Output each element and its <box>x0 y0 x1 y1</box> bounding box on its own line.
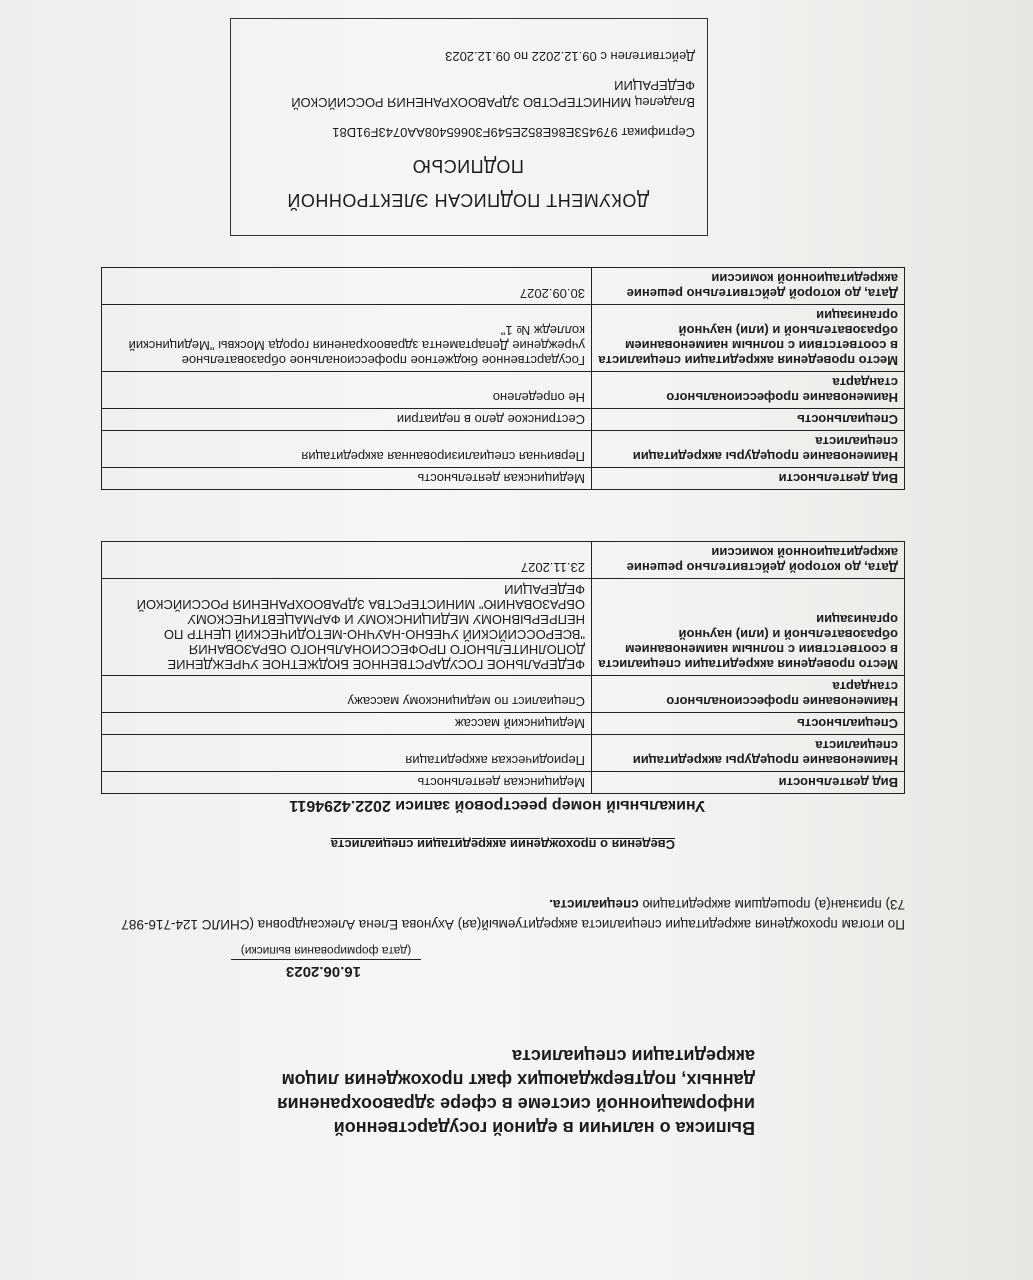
row-value: Периодическая аккредитация <box>102 735 592 772</box>
table-row <box>102 409 905 431</box>
table-row <box>102 431 905 468</box>
accreditation-table-1 <box>101 541 905 794</box>
row-value: Медицинский массаж <box>102 713 592 735</box>
stamp-certificate: Сертификат 979453Е86Е852Е549F30665408AA0743F91D81 <box>332 125 695 140</box>
row-key: Наименование процедуры аккредитации специалиста <box>592 735 905 772</box>
row-value: 30.09.2027 <box>102 268 592 305</box>
row-key: Дата, до которой действительно решение аккредитационной комиссии <box>592 542 905 579</box>
table-row <box>102 268 905 305</box>
result-paragraph <box>105 894 905 934</box>
row-value: Первичная специализированная аккредитация <box>102 431 592 468</box>
row-value: Медицинская деятельность <box>102 772 592 794</box>
result-text: По итогам прохождения аккредитации специалиста аккредитуемый(ая) Ахунова Елена Александровна (СНИЛС 124-716-987 73) признан(а) прошедшим аккредитацию <box>121 897 905 932</box>
row-key: Специальность <box>592 713 905 735</box>
row-value: 23.11.2027 <box>102 542 592 579</box>
row-value: Сестринское дело в педиатрии <box>102 409 592 431</box>
table-row <box>102 542 905 579</box>
row-key: Место проведения аккредитации специалиста в соответствии с полным наименованием образовательной и (или) научной организации <box>592 305 905 372</box>
document-title: Выписка о наличии в единой государственной информационной системе в сфере здравоохранения данных, подтверждающих факт прохождения лицом аккредитации специалиста <box>277 1046 755 1138</box>
row-key: Наименование профессионального стандарта <box>592 372 905 409</box>
statement-date: 16.06.2023 <box>285 963 361 980</box>
e-signature-stamp <box>230 18 708 236</box>
unique-registry-number: Уникальный номер реестровой записи 2022.4294611 <box>289 797 705 814</box>
section-heading: Сведения о прохождении аккредитации специалиста <box>330 837 675 852</box>
table-row <box>102 372 905 409</box>
row-key: Место проведения аккредитации специалиста в соответствии с полным наименованием образовательной и (или) научной организации <box>592 579 905 676</box>
row-key: Вид деятельности <box>592 772 905 794</box>
date-caption: (дата формирования выписки) <box>240 944 412 958</box>
stamp-validity: Действителен с 09.12.2022 по 09.12.2023 <box>445 49 695 64</box>
row-value: Не определено <box>102 372 592 409</box>
stamp-owner: Владелец МИНИСТЕРСТВО ЗДРАВООХРАНЕНИЯ РОССИЙСКОЙ ФЕДЕРАЦИИ <box>291 78 695 110</box>
table-row <box>102 772 905 794</box>
table-row <box>102 676 905 713</box>
row-key: Наименование процедуры аккредитации специалиста <box>592 431 905 468</box>
row-value: ФЕДЕРАЛЬНОЕ ГОСУДАРСТВЕННОЕ БЮДЖЕТНОЕ УЧРЕЖДЕНИЕ ДОПОЛНИТЕЛЬНОГО ПРОФЕССИОНАЛЬНОГО ОБРАЗОВАНИЯ "ВСЕРОССИЙСКИЙ УЧЕБНО-НАУЧНО-МЕТОДИЧЕСКИЙ ЦЕНТР ПО НЕПРЕРЫВНОМУ МЕДИЦИНСКОМУ И ФАРМАЦЕВТИЧЕСКОМУ ОБРАЗОВАНИЮ" МИНИСТЕРСТВА ЗДРАВООХРАНЕНИЯ РОССИЙСКОЙ ФЕДЕРАЦИИ <box>102 579 592 676</box>
row-value: Медицинская деятельность <box>102 468 592 490</box>
stamp-title: ДОКУМЕНТ ПОДПИСАН ЭЛЕКТРОННОЙ ПОДПИСЬЮ <box>286 156 650 210</box>
table-row <box>102 713 905 735</box>
accreditation-table-2 <box>101 267 905 490</box>
date-underline <box>231 959 421 960</box>
row-key: Наименование профессионального стандарта <box>592 676 905 713</box>
table-row <box>102 468 905 490</box>
row-key: Вид деятельности <box>592 468 905 490</box>
result-text-bold: специалиста. <box>549 897 639 912</box>
table-row <box>102 735 905 772</box>
row-key: Специальность <box>592 409 905 431</box>
row-value: Специалист по медицинскому массажу <box>102 676 592 713</box>
table-row <box>102 579 905 676</box>
table-row <box>102 305 905 372</box>
row-value: Государственное бюджетное профессиональное образовательное учреждение Департамента здравоохранения города Москвы "Медицинский колледж № 1" <box>102 305 592 372</box>
row-key: Дата, до которой действительно решение аккредитационной комиссии <box>592 268 905 305</box>
